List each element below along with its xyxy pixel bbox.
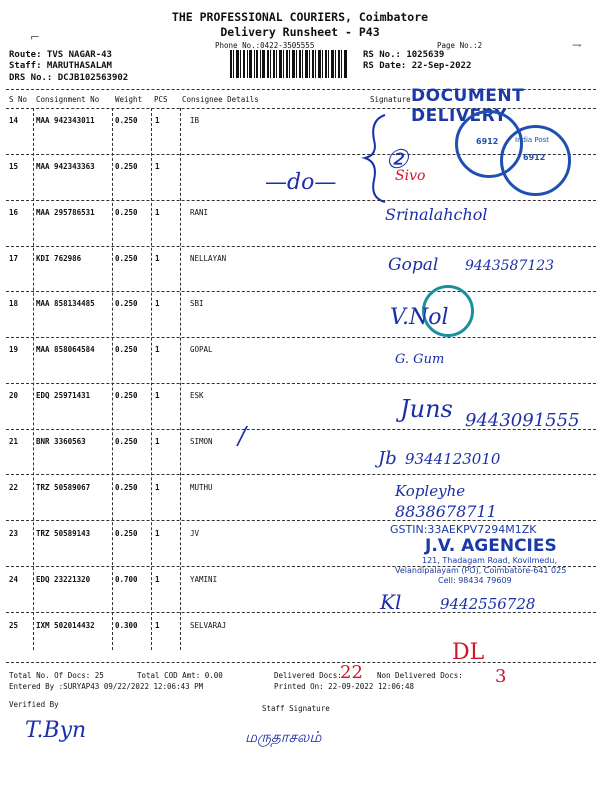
staff-signature-label: Staff Signature	[262, 704, 330, 713]
phone-21: 9344123010	[405, 450, 501, 468]
row-pcs: 1	[155, 254, 160, 263]
non-delivered-docs-label: Non Delivered Docs:	[377, 671, 463, 680]
row-pcs: 1	[155, 116, 160, 125]
col-sno: S No	[9, 95, 28, 104]
col-consignee: Consignee Details	[182, 95, 259, 104]
runsheet-title: Delivery Runsheet - P43	[220, 25, 380, 39]
verified-signature: T.Byn	[25, 718, 87, 743]
row-pcs: 1	[155, 299, 160, 308]
row-sno: 24	[9, 575, 19, 584]
jv-cell: Cell: 98434 79609	[438, 576, 512, 585]
row-rule	[6, 520, 596, 521]
signature-15-red: Sivo	[395, 168, 426, 184]
row-consignee: GOPAL	[190, 345, 213, 354]
phone-24: 9442556728	[440, 595, 536, 613]
row-consignee: MUTHU	[190, 483, 213, 492]
row-consignment: MAA 858134485	[36, 299, 95, 308]
row-consignment: BNR 3360563	[36, 437, 86, 446]
row-rule	[6, 337, 596, 338]
phone-20: 9443091555	[465, 410, 580, 431]
post-number-2: 6912	[523, 153, 546, 162]
row-weight: 0.250	[115, 162, 138, 171]
row-pcs: 1	[155, 621, 160, 630]
row-consignee: SELVARAJ	[190, 621, 227, 630]
page-number: Page No.:2	[437, 41, 483, 50]
staff: Staff: MARUTHASALAM	[9, 61, 112, 71]
row-sno: 16	[9, 208, 19, 217]
row-consignment: EDQ 23221320	[36, 575, 91, 584]
row-pcs: 1	[155, 208, 160, 217]
row-pcs: 1	[155, 162, 160, 171]
row-consignment: TRZ 50589143	[36, 529, 91, 538]
row-rule	[6, 474, 596, 475]
entered-by: Entered By :SURYAP43 09/22/2022 12:06:43 PM	[9, 682, 204, 691]
row-consignee: SBI	[190, 299, 204, 308]
jv-address-1: 121, Thadagam Road, Kovilmedu,	[422, 556, 557, 565]
post-text: India Post	[515, 136, 550, 144]
row-sno: 25	[9, 621, 19, 630]
row-consignment: MAA 942343363	[36, 162, 95, 171]
signature-24: Kl	[380, 590, 402, 614]
row-consignment: EDQ 25971431	[36, 391, 91, 400]
row-sno: 18	[9, 299, 19, 308]
row-weight: 0.250	[115, 116, 138, 125]
corner-scribble-left: ⌐	[30, 30, 41, 44]
row-pcs: 1	[155, 483, 160, 492]
row-consignee: IB	[190, 116, 200, 125]
row-weight: 0.250	[115, 254, 138, 263]
document-delivery-stamp: DOCUMENT DELIVERY	[411, 86, 525, 126]
rs-date: RS Date: 22-Sep-2022	[363, 61, 472, 71]
total-docs: Total No. Of Docs: 25	[9, 671, 104, 680]
barcode-graphic	[230, 50, 348, 78]
verified-by-label: Verified By	[9, 700, 59, 709]
jv-gstin: GSTIN:33AEKPV7294M1ZK	[390, 523, 537, 536]
row-sno: 22	[9, 483, 19, 492]
delivered-docs-count: 22	[340, 662, 363, 683]
row-consignment: IXM 502014432	[36, 621, 95, 630]
col-divider	[33, 108, 34, 650]
row-sno: 21	[9, 437, 19, 446]
row-sno: 17	[9, 254, 19, 263]
signature-15: ②	[385, 145, 409, 175]
row-pcs: 1	[155, 575, 160, 584]
row-pcs: 1	[155, 391, 160, 400]
row-weight: 0.250	[115, 437, 138, 446]
row-weight: 0.250	[115, 529, 138, 538]
jv-name: J.V. AGENCIES	[425, 536, 557, 556]
row-consignee: ESK	[190, 391, 204, 400]
non-delivered-docs-count: 3	[495, 666, 507, 687]
col-signature: Signature	[370, 95, 411, 104]
row-consignee: JV	[190, 529, 200, 538]
row-sno: 19	[9, 345, 19, 354]
tick-mark: /	[238, 422, 247, 450]
row-consignee: NELLAYAN	[190, 254, 227, 263]
corner-scribble-right: ⇁	[572, 38, 583, 52]
col-pcs: PCS	[154, 95, 168, 104]
row-rule	[6, 246, 596, 247]
phone-17: 9443587123	[465, 258, 555, 274]
row-consignment: MAA 942343011	[36, 116, 95, 125]
signature-19: G. Gum	[395, 352, 445, 367]
company-name: THE PROFESSIONAL COURIERS, Coimbatore	[171, 10, 429, 24]
signature-22: Kopleyhe	[395, 482, 466, 500]
ditto-mark: —do—	[265, 170, 337, 195]
row-rule	[6, 662, 596, 663]
row-consignee: YAMINI	[190, 575, 218, 584]
row-consignment: KDI 762986	[36, 254, 82, 263]
row-consignee: SIMON	[190, 437, 213, 446]
row-pcs: 1	[155, 345, 160, 354]
row-consignment: MAA 295786531	[36, 208, 95, 217]
route: Route: TVS NAGAR-43	[9, 50, 112, 60]
row-weight: 0.250	[115, 483, 138, 492]
printed-on: Printed On: 22-09-2022 12:06:48	[274, 682, 414, 691]
col-consignment: Consignment No	[36, 95, 100, 104]
phone-22: 8838678711	[395, 502, 497, 521]
delivered-docs-label: Delivered Docs:	[274, 671, 342, 680]
signature-16: Srinalahchol	[385, 205, 488, 224]
dl-mark: DL	[452, 640, 485, 665]
row-weight: 0.250	[115, 208, 138, 217]
row-rule	[6, 200, 596, 201]
staff-signature: மருதாசலம்	[245, 728, 322, 746]
row-consignment: TRZ 50589067	[36, 483, 91, 492]
col-divider	[112, 108, 113, 650]
col-divider	[180, 108, 181, 650]
row-sno: 15	[9, 162, 19, 171]
row-weight: 0.250	[115, 391, 138, 400]
row-weight: 0.300	[115, 621, 138, 630]
row-weight: 0.250	[115, 299, 138, 308]
row-consignment: MAA 858064584	[36, 345, 95, 354]
post-number-1: 6912	[476, 137, 499, 146]
total-cod: Total COD Amt: 0.00	[137, 671, 223, 680]
col-divider	[151, 108, 152, 650]
barcode	[230, 50, 348, 78]
post-stamp-2	[500, 125, 571, 196]
col-weight: Weight	[115, 95, 143, 104]
row-weight: 0.700	[115, 575, 138, 584]
signature-20: Juns	[400, 395, 453, 423]
row-sno: 23	[9, 529, 19, 538]
rs-number: RS No.: 1025639	[363, 50, 445, 60]
row-consignee: RANI	[190, 208, 209, 217]
row-rule	[6, 291, 596, 292]
row-pcs: 1	[155, 437, 160, 446]
phone-number: Phone No.:0422-3505555	[215, 41, 315, 50]
signature-17: Gopal	[388, 255, 439, 275]
row-pcs: 1	[155, 529, 160, 538]
row-rule	[6, 383, 596, 384]
row-sno: 20	[9, 391, 19, 400]
row-sno: 14	[9, 116, 19, 125]
signature-21: Jb	[378, 448, 397, 469]
drs-number: DRS No.: DCJB102563902	[9, 73, 129, 83]
jv-address-2: Velandipalayam (PO), Coimbatore-641 025	[395, 566, 567, 575]
signature-18: V.Nol	[390, 305, 449, 330]
row-weight: 0.250	[115, 345, 138, 354]
